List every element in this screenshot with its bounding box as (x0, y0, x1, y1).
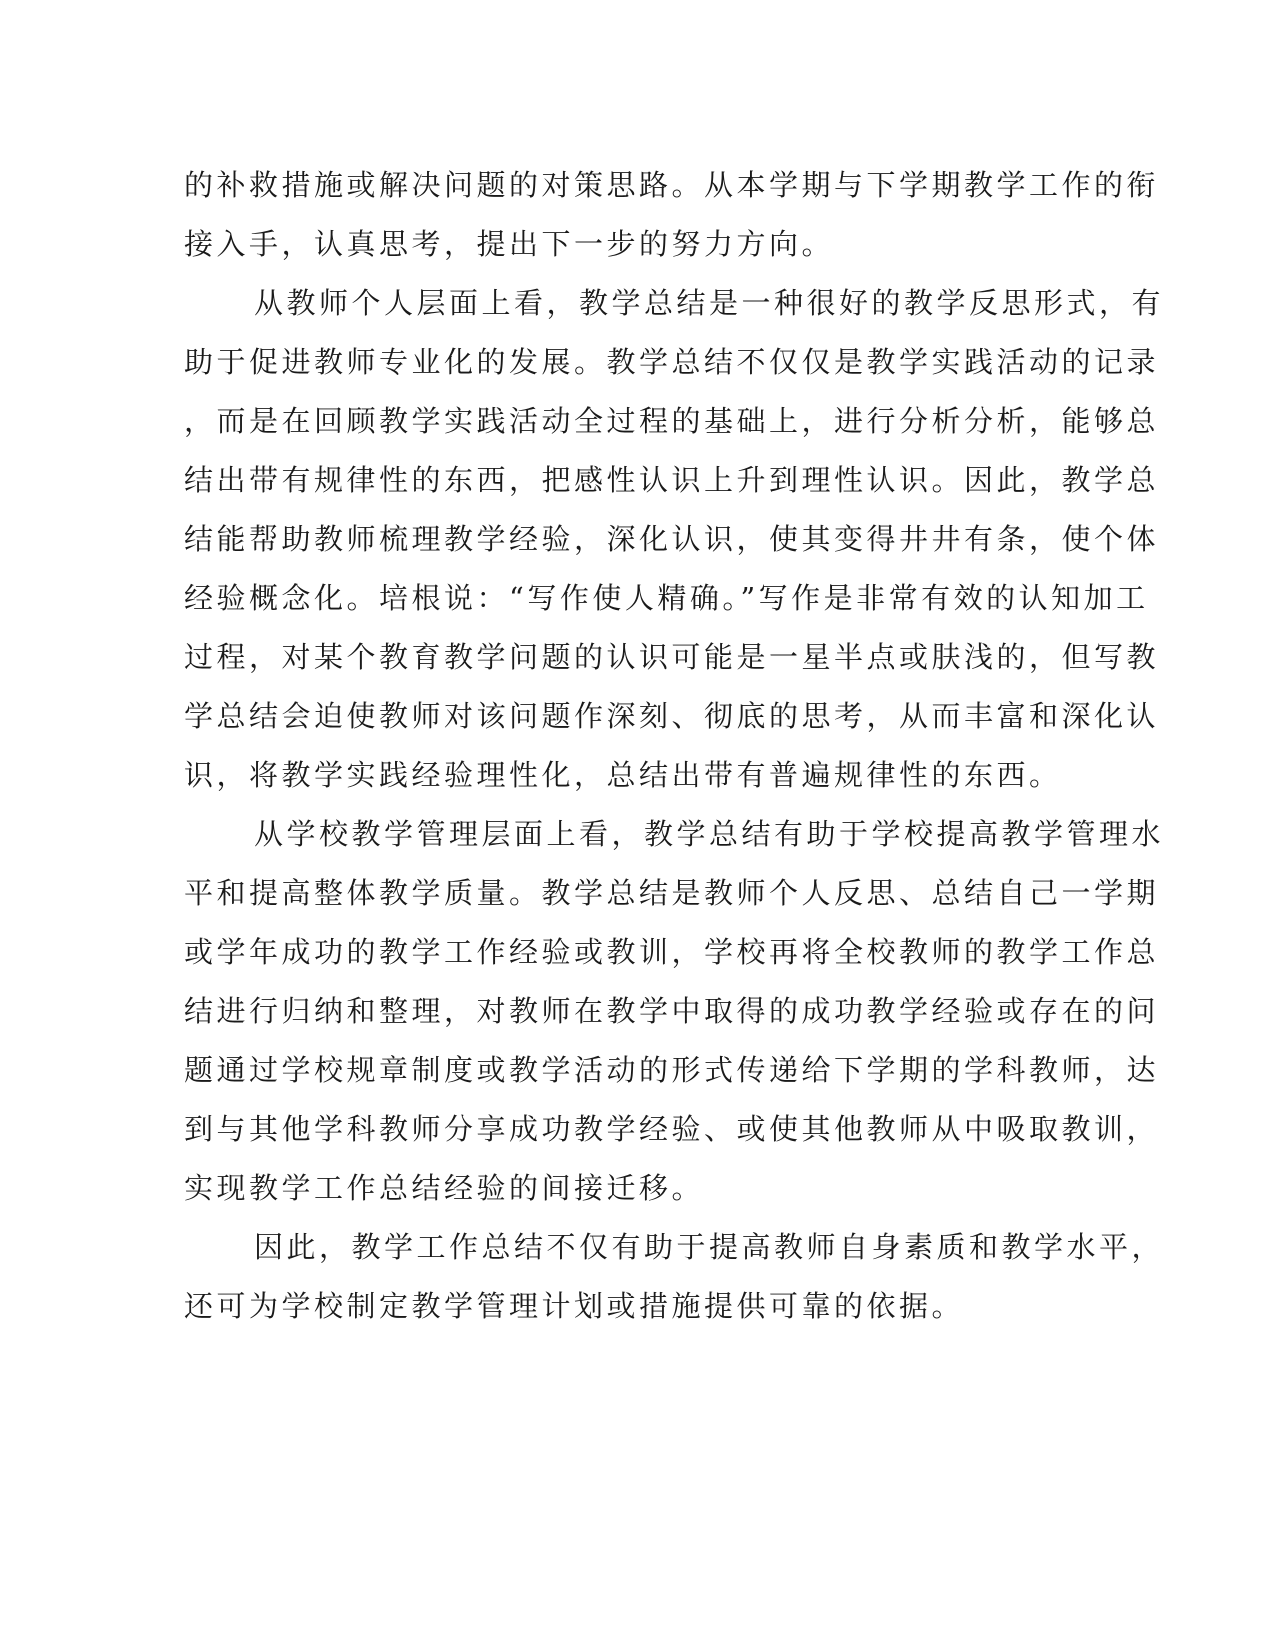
text-line: 接入手，认真思考，提出下一步的努力方向。 (184, 227, 835, 261)
paragraph-first-line: 从教师个人层面上看，教学总结是一种很好的教学反思形式，有 (254, 286, 1165, 320)
text-line: 学总结会迫使教师对该问题作深刻、彻底的思考，从而丰富和深化认 (184, 699, 1160, 733)
text-line: 过程，对某个教育教学问题的认识可能是一星半点或肤浅的，但写教 (184, 640, 1160, 674)
text-line: 的补救措施或解决问题的对策思路。从本学期与下学期教学工作的衔 (184, 168, 1160, 202)
paragraph-first-line: 因此，教学工作总结不仅有助于提高教师自身素质和教学水平， (254, 1230, 1165, 1264)
text-line: 还可为学校制定教学管理计划或措施提供可靠的依据。 (184, 1289, 965, 1323)
text-line: 题通过学校规章制度或教学活动的形式传递给下学期的学科教师，达 (184, 1053, 1160, 1087)
text-line: 到与其他学科教师分享成功教学经验、或使其他教师从中吸取教训， (184, 1112, 1160, 1146)
text-line: 实现教学工作总结经验的间接迁移。 (184, 1171, 705, 1205)
text-line: ，而是在回顾教学实践活动全过程的基础上，进行分析分析，能够总 (184, 404, 1160, 438)
text-line: 结进行归纳和整理，对教师在教学中取得的成功教学经验或存在的问 (184, 994, 1160, 1028)
text-line: 结出带有规律性的东西，把感性认识上升到理性认识。因此，教学总 (184, 463, 1160, 497)
text-line: 经验概念化。培根说：“写作使人精确。”写作是非常有效的认知加工 (184, 581, 1149, 615)
text-line: 平和提高整体教学质量。教学总结是教师个人反思、总结自己一学期 (184, 876, 1160, 910)
text-line: 助于促进教师专业化的发展。教学总结不仅仅是教学实践活动的记录 (184, 345, 1160, 379)
text-line: 结能帮助教师梳理教学经验，深化认识，使其变得井井有条，使个体 (184, 522, 1160, 556)
text-line: 或学年成功的教学工作经验或教训，学校再将全校教师的教学工作总 (184, 935, 1160, 969)
paragraph-first-line: 从学校教学管理层面上看，教学总结有助于学校提高教学管理水 (254, 817, 1165, 851)
text-line: 识，将教学实践经验理性化，总结出带有普遍规律性的东西。 (184, 758, 1062, 792)
document-body (184, 156, 1165, 1336)
